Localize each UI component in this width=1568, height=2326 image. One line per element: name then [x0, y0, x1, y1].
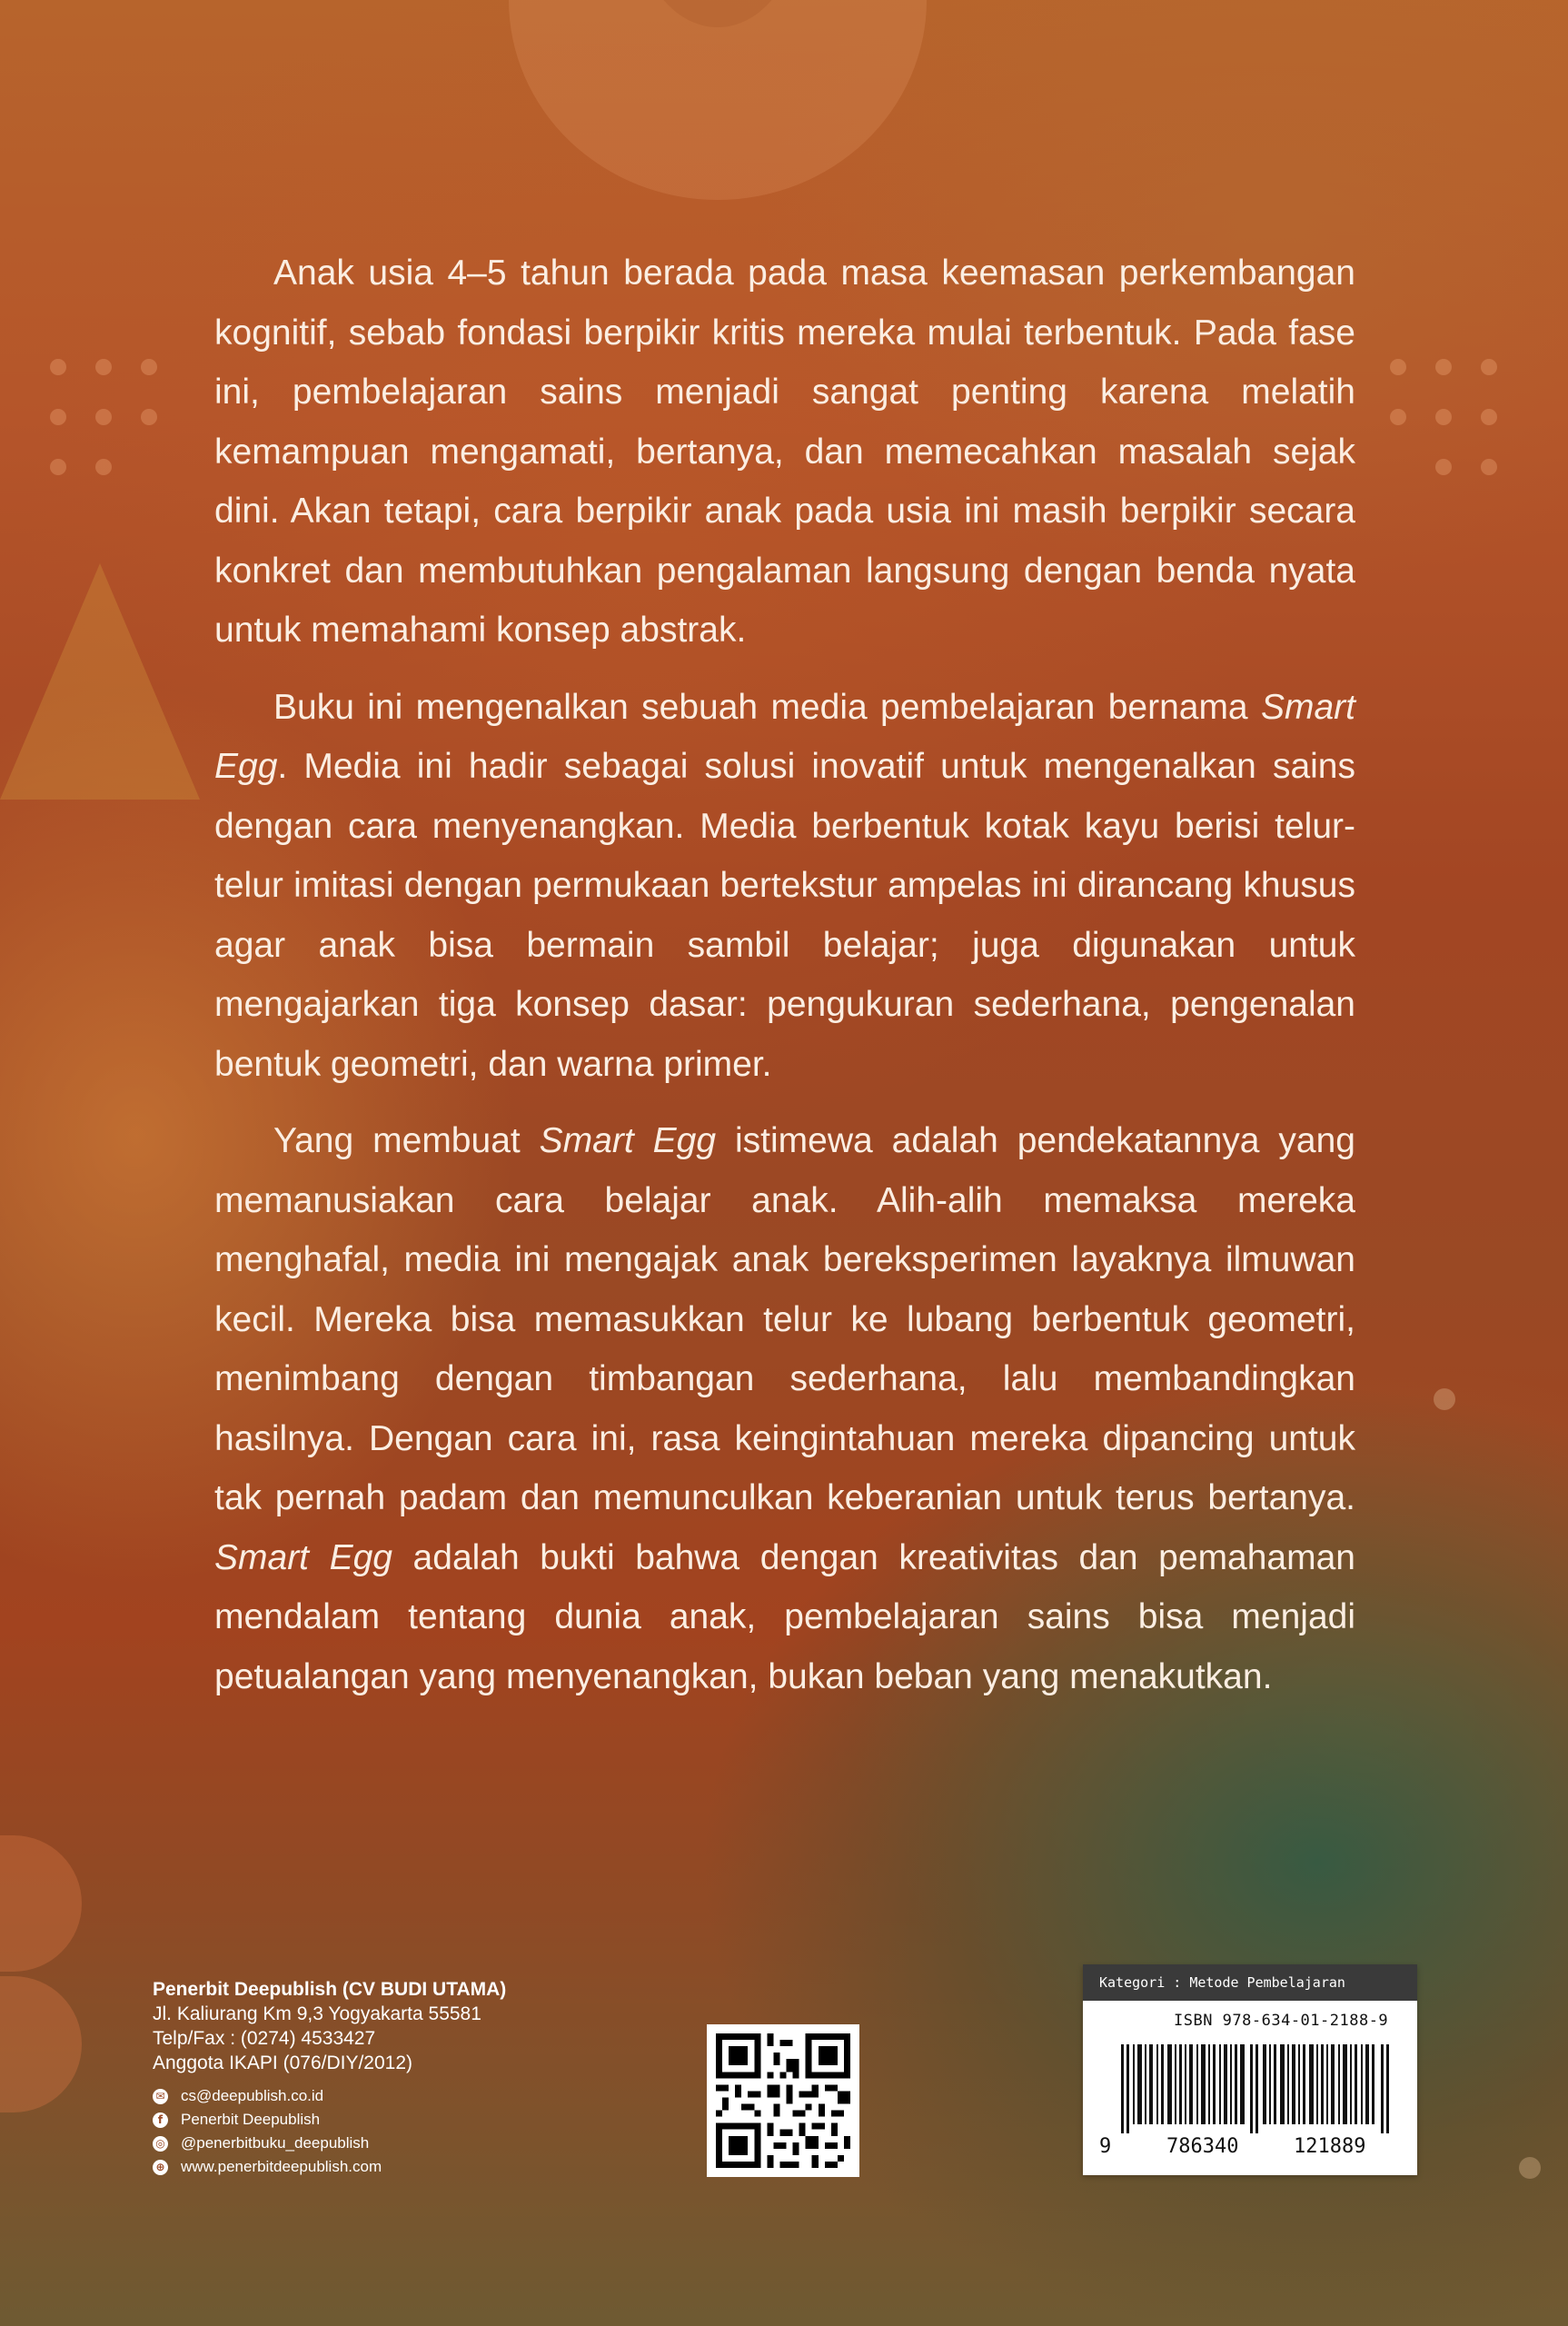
publisher-address: Jl. Kaliurang Km 9,3 Yogyakarta 55581	[153, 2003, 481, 2024]
isbn-barcode-block	[1083, 1964, 1417, 2175]
back-cover-description	[214, 244, 1355, 1724]
paragraph-2: Buku ini mengenalkan sebuah media pembelajaran bernama Smart Egg. Media ini hadir sebagai solusi inovatif untuk mengenalkan sains dengan cara menyenangkan. Media berbentuk kotak kayu berisi telur-telur imitasi dengan permukaan bertekstur ampelas ini dirancang khusus agar anak bisa bermain sambil belajar; juga digunakan untuk mengajarkan tiga konsep dasar: pengukuran sederhana, pengenalan bentuk geometri, dan warna primer.	[214, 687, 1355, 1084]
barcode-digit-prefix: 9	[1099, 2135, 1112, 2158]
publisher-info	[153, 1977, 506, 2179]
qr-code[interactable]	[707, 2024, 859, 2177]
qr-code-graphic	[716, 2033, 850, 2168]
background-circle-decoration	[509, 0, 927, 200]
instagram-icon: ◎	[153, 2136, 168, 2152]
paragraph-1: Anak usia 4–5 tahun berada pada masa keemasan perkembangan kognitif, sebab fondasi berpikir kritis mereka mulai terbentuk. Pada fase ini, pembelajaran sains menjadi sangat penting karena melatih kemampuan mengamati, bertanya, dan memecahkan masalah sejak dini. Akan tetapi, cara berpikir anak pada usia ini masih berpikir secara konkret dan membutuhkan pengalaman langsung dengan benda nyata untuk memahami konsep abstrak.	[214, 253, 1355, 650]
publisher-name: Penerbit Deepublish (CV BUDI UTAMA)	[153, 1979, 507, 2000]
barcode-digits-left: 786340	[1166, 2135, 1239, 2158]
contact-website[interactable]: ⊕ www.penerbitdeepublish.com	[153, 2155, 506, 2179]
book-category: Kategori : Metode Pembelajaran	[1083, 1964, 1417, 2001]
publisher-membership: Anggota IKAPI (076/DIY/2012)	[153, 2053, 413, 2073]
book-title-emphasis: Smart Egg	[539, 1121, 717, 1160]
bubble-decoration	[1434, 1388, 1455, 1410]
left-d-shape-decoration-2	[0, 1976, 82, 2112]
paragraph-3: Yang membuat Smart Egg istimewa adalah pendekatannya yang memanusiakan cara belajar anak. Alih-alih memaksa mereka menghafal, media ini mengajak anak bereksperimen layaknya ilmuwan kecil. Mereka bisa memasukkan telur ke lubang berbentuk geometri, menimbang dengan timbangan sederhana, lalu membandingkan hasilnya. Dengan cara ini, rasa keingintahuan mereka dipancing untuk tak pernah padam dan memunculkan keberanian untuk terus bertanya. Smart Egg adalah bukti bahwa dengan kreativitas dan pemahaman mendalam tentang dunia anak, pembelajaran sains bisa menjadi petualangan yang menyenangkan, bukan beban yang menakutkan.	[214, 1121, 1355, 1696]
publisher-contacts	[153, 2084, 506, 2179]
contact-instagram[interactable]: ◎ @penerbitbuku_deepublish	[153, 2132, 506, 2155]
contact-facebook[interactable]: f Penerbit Deepublish	[153, 2108, 506, 2132]
book-title-emphasis: Smart Egg	[214, 1537, 392, 1577]
contact-email[interactable]: ✉ cs@deepublish.co.id	[153, 2084, 506, 2108]
left-d-shape-decoration-1	[0, 1835, 82, 1972]
email-icon: ✉	[153, 2089, 168, 2104]
isbn-number: ISBN 978-634-01-2188-9	[1174, 2012, 1389, 2030]
barcode	[1121, 2044, 1394, 2133]
facebook-icon: f	[153, 2112, 168, 2128]
background-triangle-decoration	[0, 563, 200, 800]
bubble-decoration	[1519, 2157, 1541, 2179]
publisher-phone: Telp/Fax : (0274) 4533427	[153, 2028, 376, 2049]
globe-icon: ⊕	[153, 2160, 168, 2175]
book-title-emphasis: Smart Egg	[214, 687, 1355, 786]
barcode-digits-right: 121889	[1294, 2135, 1366, 2158]
